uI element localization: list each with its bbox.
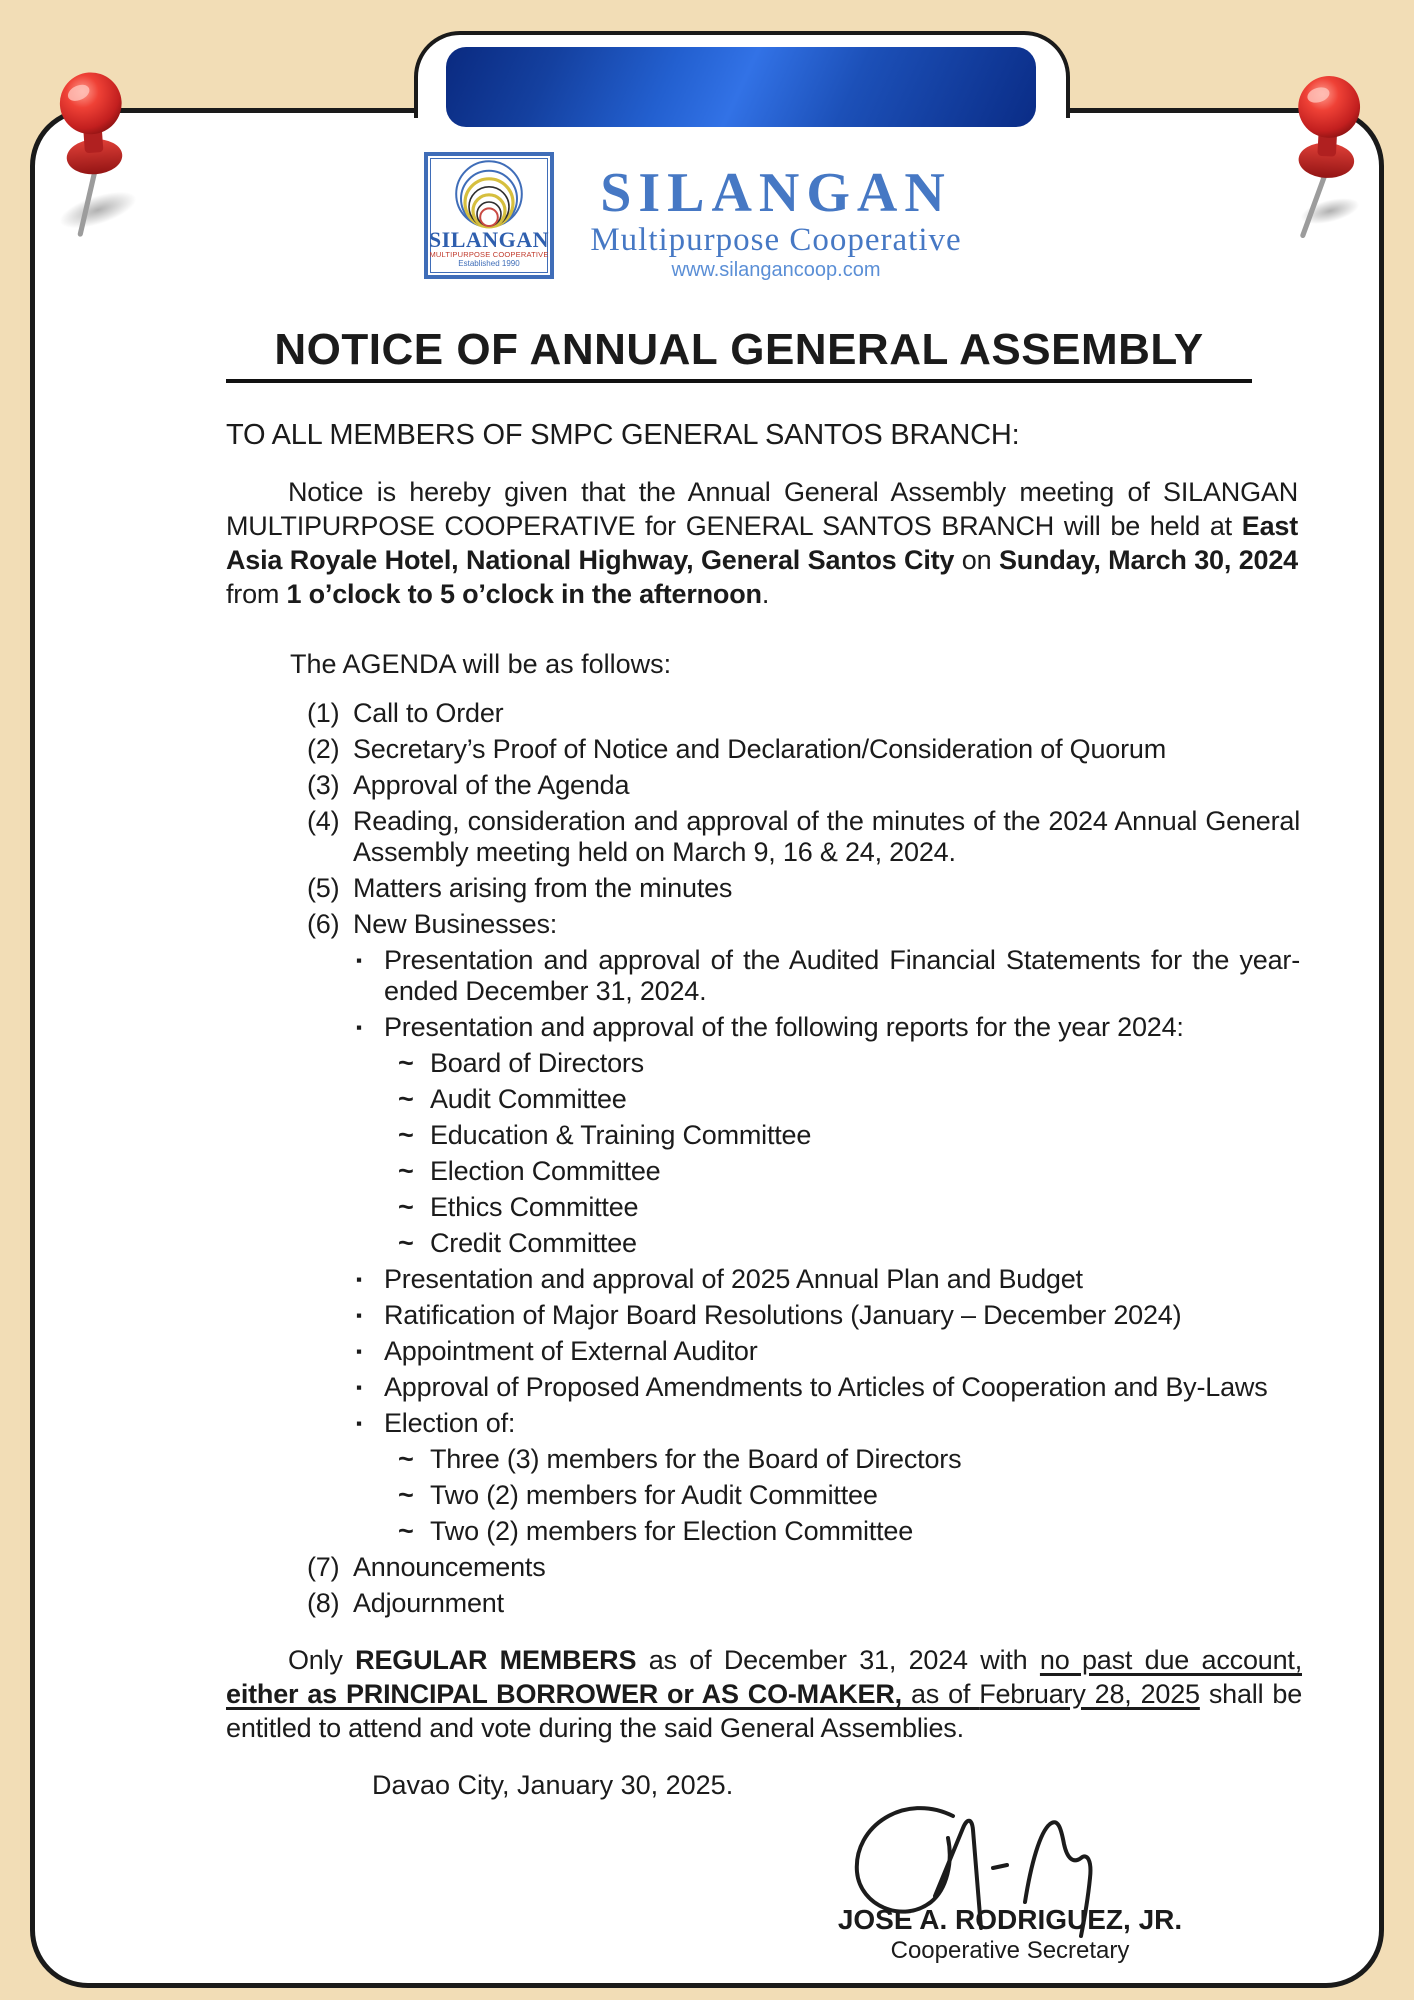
signatory-title: Cooperative Secretary bbox=[890, 1937, 1130, 1964]
agenda-item-l3 bbox=[226, 1156, 1300, 1187]
agenda-text: Two (2) members for Election Committee bbox=[430, 1516, 914, 1546]
agenda-text: Election of: bbox=[384, 1408, 516, 1438]
org-header bbox=[566, 164, 986, 282]
agenda-item-l2 bbox=[226, 1012, 1300, 1043]
agenda-number: (3) bbox=[307, 770, 340, 800]
intro-paragraph: Notice is hereby given that the Annual General Assembly meeting of SILANGAN MULTIPURPOSE COOPERATIVE for GENERAL SANTOS BRANCH will be held at East Asia Royale Hotel, National Highway, General Santos City on Sunday, March 30, 2024 from 1 o’clock to 5 o’clock in the afternoon. bbox=[226, 477, 1298, 609]
agenda-text: Ratification of Major Board Resolutions (January – December 2024) bbox=[384, 1300, 1182, 1330]
agenda-text: Matters arising from the minutes bbox=[353, 873, 733, 903]
agenda-item-l1 bbox=[226, 909, 1300, 940]
agenda-bullet-icon: ~ bbox=[398, 1228, 414, 1258]
agenda-text: Announcements bbox=[353, 1552, 546, 1582]
agenda-bullet-icon: ▪ bbox=[356, 1378, 362, 1397]
agenda-bullet-icon: ~ bbox=[398, 1120, 414, 1150]
agenda-item-l2 bbox=[226, 1372, 1300, 1403]
dateline: Davao City, January 30, 2025. bbox=[372, 1770, 734, 1800]
agenda-number: (6) bbox=[307, 909, 340, 939]
agenda-text: Adjournment bbox=[353, 1588, 504, 1618]
agenda-item-l3 bbox=[226, 1084, 1300, 1115]
agenda-number: (4) bbox=[307, 806, 340, 836]
org-subtitle: Multipurpose Cooperative bbox=[590, 222, 962, 258]
push-pin-icon bbox=[1267, 69, 1391, 250]
agenda-text: New Businesses: bbox=[353, 909, 558, 939]
agenda-bullet-icon: ~ bbox=[398, 1192, 414, 1222]
agenda-bullet-icon: ▪ bbox=[356, 1018, 362, 1037]
agenda-text: Appointment of External Auditor bbox=[384, 1336, 758, 1366]
agenda-text: Presentation and approval of the Audited Financial Statements for the year-ended December 31, 2024. bbox=[384, 945, 1300, 1006]
agenda-bullet-icon: ▪ bbox=[356, 1342, 362, 1361]
agenda-text: Call to Order bbox=[353, 698, 504, 728]
agenda-number: (2) bbox=[307, 734, 340, 764]
agenda-text: Three (3) members for the Board of Directors bbox=[430, 1444, 962, 1474]
org-name: SILANGAN bbox=[600, 162, 952, 224]
coop-logo bbox=[424, 152, 554, 279]
agenda-text: Audit Committee bbox=[430, 1084, 627, 1114]
agenda-text: Approval of the Agenda bbox=[353, 770, 630, 800]
salutation: TO ALL MEMBERS OF SMPC GENERAL SANTOS BRANCH: bbox=[226, 419, 1020, 451]
agenda-text: Presentation and approval of 2025 Annual Plan and Budget bbox=[384, 1264, 1083, 1294]
agenda-text: Credit Committee bbox=[430, 1228, 637, 1258]
agenda-list bbox=[226, 698, 1300, 1624]
agenda-item-l2 bbox=[226, 1300, 1300, 1331]
agenda-text: Presentation and approval of the following reports for the year 2024: bbox=[384, 1012, 1184, 1042]
agenda-item-l1 bbox=[226, 770, 1300, 801]
agenda-item-l3 bbox=[226, 1516, 1300, 1547]
agenda-intro: The AGENDA will be as follows: bbox=[290, 649, 672, 679]
agenda-item-l1 bbox=[226, 698, 1300, 729]
agenda-number: (7) bbox=[307, 1552, 340, 1582]
agenda-text: Approval of Proposed Amendments to Articles of Cooperation and By-Laws bbox=[384, 1372, 1268, 1402]
agenda-text: Two (2) members for Audit Committee bbox=[430, 1480, 878, 1510]
agenda-bullet-icon: ~ bbox=[398, 1156, 414, 1186]
notice-title: NOTICE OF ANNUAL GENERAL ASSEMBLY bbox=[226, 326, 1252, 383]
agenda-bullet-icon: ~ bbox=[398, 1444, 414, 1474]
agenda-bullet-icon: ▪ bbox=[356, 1414, 362, 1433]
agenda-item-l3 bbox=[226, 1192, 1300, 1223]
agenda-bullet-icon: ▪ bbox=[356, 951, 362, 970]
agenda-text: Education & Training Committee bbox=[430, 1120, 812, 1150]
logo-name: SILANGAN bbox=[428, 227, 550, 252]
agenda-bullet-icon: ~ bbox=[398, 1516, 414, 1546]
handwritten-signature bbox=[835, 1798, 1165, 1948]
logo-subtitle: MULTIPURPOSE COOPERATIVE bbox=[429, 250, 549, 259]
agenda-item-l1 bbox=[226, 1588, 1300, 1619]
agenda-bullet-icon: ~ bbox=[398, 1048, 414, 1078]
agenda-item-l3 bbox=[226, 1480, 1300, 1511]
org-website: www.silangancoop.com bbox=[671, 259, 881, 281]
agenda-text: Election Committee bbox=[430, 1156, 661, 1186]
agenda-item-l1 bbox=[226, 873, 1300, 904]
push-pin-icon bbox=[34, 64, 161, 247]
agenda-item-l3 bbox=[226, 1444, 1300, 1475]
agenda-item-l2 bbox=[226, 945, 1300, 1007]
agenda-item-l2 bbox=[226, 1264, 1300, 1295]
agenda-text: Secretary’s Proof of Notice and Declaration/Consideration of Quorum bbox=[353, 734, 1167, 764]
agenda-item-l2 bbox=[226, 1408, 1300, 1439]
agenda-bullet-icon: ~ bbox=[398, 1480, 414, 1510]
agenda-item-l2 bbox=[226, 1336, 1300, 1367]
agenda-text: Reading, consideration and approval of the minutes of the 2024 Annual General Assembly meeting held on March 9, 16 & 24, 2024. bbox=[353, 806, 1300, 867]
agenda-number: (1) bbox=[307, 698, 340, 728]
agenda-item-l1 bbox=[226, 806, 1300, 868]
logo-circles-icon bbox=[439, 158, 539, 230]
agenda-item-l3 bbox=[226, 1228, 1300, 1259]
signatory-name: JOSE A. RODRIGUEZ, JR. bbox=[837, 1904, 1183, 1935]
agenda-text: Board of Directors bbox=[430, 1048, 644, 1078]
agenda-item-l3 bbox=[226, 1120, 1300, 1151]
agenda-bullet-icon: ▪ bbox=[356, 1306, 362, 1325]
agenda-bullet-icon: ~ bbox=[398, 1084, 414, 1114]
agenda-text: Ethics Committee bbox=[430, 1192, 639, 1222]
agenda-item-l1 bbox=[226, 734, 1300, 765]
agenda-item-l3 bbox=[226, 1048, 1300, 1079]
agenda-number: (8) bbox=[307, 1588, 340, 1618]
agenda-number: (5) bbox=[307, 873, 340, 903]
agenda-item-l1 bbox=[226, 1552, 1300, 1583]
agenda-bullet-icon: ▪ bbox=[356, 1270, 362, 1289]
eligibility-paragraph: Only REGULAR MEMBERS as of December 31, 2024 with no past due account, either as PRINCIPAL BORROWER or AS CO-MAKER, as of February 28, 2025 shall be entitled to attend and vote during the said General Assemblies. bbox=[226, 1645, 1303, 1743]
logo-established: Established 1990 bbox=[458, 259, 520, 268]
